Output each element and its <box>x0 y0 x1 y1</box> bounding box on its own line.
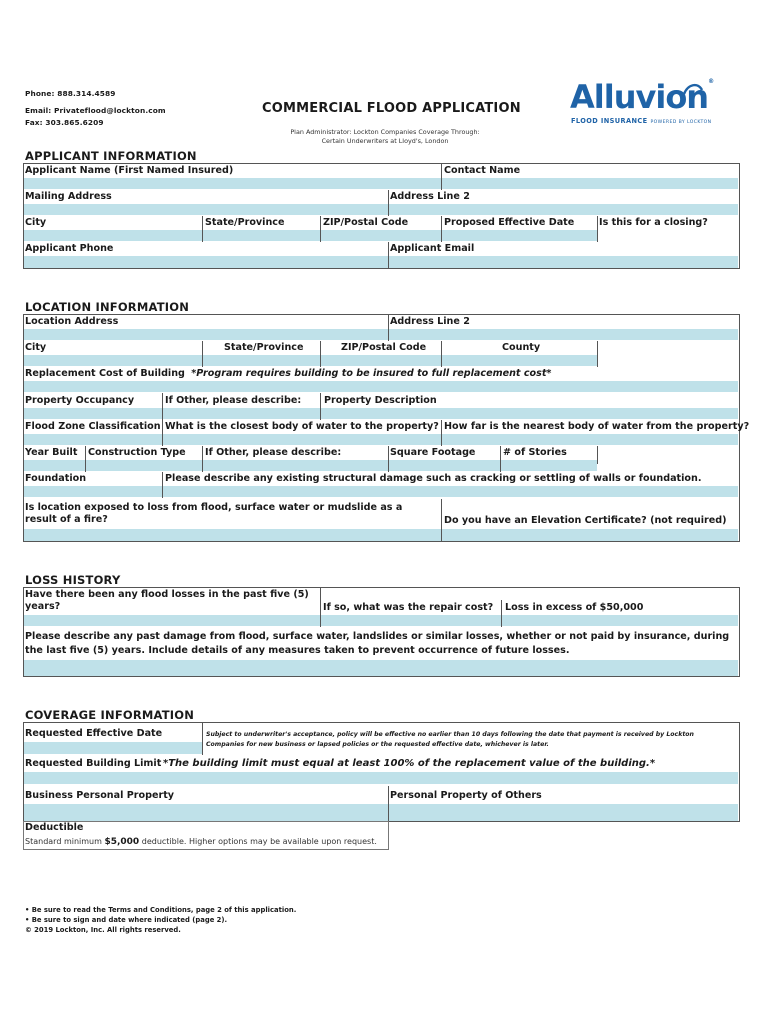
construction-type-label: Construction Type <box>88 447 186 458</box>
applicant-name-label: Applicant Name (First Named Insured) <box>25 165 234 176</box>
location-address-field[interactable] <box>24 329 388 340</box>
foundation-field[interactable] <box>24 486 162 497</box>
fire-exposure-label: Is location exposed to loss from flood, surface water or mudslide as a result of a fire? <box>25 502 403 525</box>
deductible-pre: Standard minimum <box>25 837 102 846</box>
water-distance-field[interactable] <box>442 434 738 445</box>
applicant-email-field[interactable] <box>389 256 738 268</box>
flood-zone-label: Flood Zone Classification <box>25 421 161 432</box>
water-distance-label: How far is the nearest body of water from the property? <box>444 421 750 432</box>
footer-copyright: © 2019 Lockton, Inc. All rights reserved. <box>25 926 181 934</box>
logo-tagline <box>571 117 712 125</box>
property-description-label: Property Description <box>324 395 437 406</box>
elevation-certificate-label: Do you have an Elevation Certificate? (not required) <box>444 515 727 526</box>
square-footage-label: Square Footage <box>390 447 476 458</box>
mailing-address-label: Mailing Address <box>25 191 112 202</box>
effective-date-note: Subject to underwriter's acceptance, policy will be effective no earlier than 10 days following the date that payment is received by Lockton Companies for new business or lapsed policies or the requested effective date, whichever is later. <box>206 731 694 748</box>
phone-text: Phone: 888.314.4589 <box>25 89 116 98</box>
applicant-phone-field[interactable] <box>24 256 388 268</box>
replacement-cost-text: Replacement Cost of Building <box>25 368 185 379</box>
county-label: County <box>502 342 541 353</box>
state-label: State/Province <box>205 217 285 228</box>
flood-losses-field[interactable] <box>24 615 320 626</box>
logo-registered-mark: ® <box>708 78 714 85</box>
city-field[interactable] <box>24 230 202 241</box>
loss-excess-field[interactable] <box>502 615 738 626</box>
logo-tagline-main: FLOOD INSURANCE <box>571 117 648 125</box>
fax-text: Fax: 303.865.6209 <box>25 118 104 127</box>
repair-cost-field[interactable] <box>321 615 501 626</box>
property-occupancy-field[interactable] <box>24 408 162 419</box>
requested-effective-date-label: Requested Effective Date <box>25 728 163 739</box>
logo-wordmark <box>570 78 730 116</box>
state-field[interactable] <box>203 230 320 241</box>
elevation-certificate-field[interactable] <box>442 529 738 541</box>
square-footage-field[interactable] <box>389 460 500 471</box>
closest-water-label: What is the closest body of water to the property? <box>165 421 439 432</box>
building-limit-label: Requested Building Limit <box>25 758 162 769</box>
building-limit-note: *The building limit must equal at least 100% of the replacement value of the building.* <box>163 758 656 769</box>
location-city-field[interactable] <box>24 355 202 366</box>
construction-other-field[interactable] <box>203 460 388 471</box>
building-limit-field[interactable] <box>24 772 738 784</box>
location-address-label: Location Address <box>25 316 119 327</box>
closing-label: Is this for a closing? <box>599 217 708 228</box>
loss-history-heading: LOSS HISTORY <box>25 573 121 587</box>
applicant-heading: APPLICANT INFORMATION <box>25 149 197 163</box>
construction-other-label: If Other, please describe: <box>205 447 342 458</box>
closest-water-field[interactable] <box>163 434 441 445</box>
zip-label: ZIP/Postal Code <box>323 217 409 228</box>
deductible-amount: $5,000 <box>104 837 140 847</box>
footer-sign: • Be sure to sign and date where indicated (page 2). <box>25 916 228 924</box>
location-heading: LOCATION INFORMATION <box>25 300 190 314</box>
deductible-post: deductible. Higher options may be available upon request. <box>141 837 377 846</box>
wave-icon <box>682 82 704 96</box>
alluvion-logo <box>570 78 730 128</box>
applicant-name-field[interactable] <box>24 178 441 189</box>
subtitle-line-2: Certain Underwriters at Lloyd's, London <box>321 137 449 145</box>
personal-property-others-label: Personal Property of Others <box>390 790 542 801</box>
property-description-field[interactable] <box>321 408 738 419</box>
applicant-phone-label: Applicant Phone <box>25 243 114 254</box>
location-address2-field[interactable] <box>389 329 738 340</box>
replacement-cost-field[interactable] <box>24 381 738 392</box>
stories-label: # of Stories <box>503 447 567 458</box>
replacement-cost-label <box>25 368 551 380</box>
plan-administrator <box>270 128 500 146</box>
replacement-cost-note: *Program requires building to be insured to full replacement cost* <box>191 368 552 379</box>
address-line2-label: Address Line 2 <box>390 191 470 202</box>
year-built-label: Year Built <box>25 447 78 458</box>
personal-property-others-field[interactable] <box>389 804 738 821</box>
construction-type-field[interactable] <box>86 460 202 471</box>
location-state-label: State/Province <box>224 342 304 353</box>
occupancy-other-label: If Other, please describe: <box>165 395 302 406</box>
location-zip-field[interactable] <box>321 355 441 366</box>
proposed-effective-date-field[interactable] <box>442 230 597 241</box>
logo-word: Alluvion <box>570 78 709 116</box>
structural-damage-label: Please describe any existing structural damage such as cracking or settling of walls or foundation. <box>165 473 702 484</box>
contact-name-label: Contact Name <box>444 165 521 176</box>
year-built-field[interactable] <box>24 460 85 471</box>
repair-cost-label: If so, what was the repair cost? <box>323 602 494 613</box>
location-zip-label: ZIP/Postal Code <box>341 342 427 353</box>
footer-terms: • Be sure to read the Terms and Conditions, page 2 of this application. <box>25 906 297 914</box>
contact-name-field[interactable] <box>442 178 738 189</box>
location-state-field[interactable] <box>203 355 320 366</box>
structural-damage-field[interactable] <box>163 486 738 497</box>
flood-zone-field[interactable] <box>24 434 162 445</box>
zip-field[interactable] <box>321 230 441 241</box>
business-personal-property-field[interactable] <box>24 804 388 821</box>
page-title: COMMERCIAL FLOOD APPLICATION <box>262 101 521 116</box>
location-address2-label: Address Line 2 <box>390 316 470 327</box>
deductible-note <box>25 837 377 847</box>
logo-powered-by: POWERED BY LOCKTON <box>650 120 712 125</box>
address-line2-field[interactable] <box>389 204 738 215</box>
property-occupancy-label: Property Occupancy <box>25 395 135 406</box>
email-text: Email: Privateflood@lockton.com <box>25 106 166 115</box>
flood-losses-label: Have there been any flood losses in the past five (5) years? <box>25 589 309 612</box>
past-damage-field[interactable] <box>24 660 738 676</box>
loss-excess-label: Loss in excess of $50,000 <box>505 602 644 613</box>
business-personal-property-label: Business Personal Property <box>25 790 175 801</box>
county-field[interactable] <box>442 355 597 366</box>
proposed-effective-date-label: Proposed Effective Date <box>444 217 575 228</box>
past-damage-label: Please describe any past damage from flood, surface water, landslides or similar losses, whether or not paid by insurance, during the last five (5) years. Include details of any measures taken to prevent occurrence of future losses. <box>25 631 730 656</box>
foundation-label: Foundation <box>25 473 87 484</box>
stories-field[interactable] <box>501 460 597 471</box>
deductible-label: Deductible <box>25 822 84 833</box>
subtitle-line-1: Plan Administrator: Lockton Companies Coverage Through: <box>290 128 480 136</box>
location-city-label: City <box>25 342 47 353</box>
coverage-heading: COVERAGE INFORMATION <box>25 708 195 722</box>
city-label: City <box>25 217 47 228</box>
applicant-email-label: Applicant Email <box>390 243 475 254</box>
requested-effective-date-field[interactable] <box>24 742 202 754</box>
fire-exposure-field[interactable] <box>24 529 441 541</box>
occupancy-other-field[interactable] <box>163 408 320 419</box>
mailing-address-field[interactable] <box>24 204 388 215</box>
